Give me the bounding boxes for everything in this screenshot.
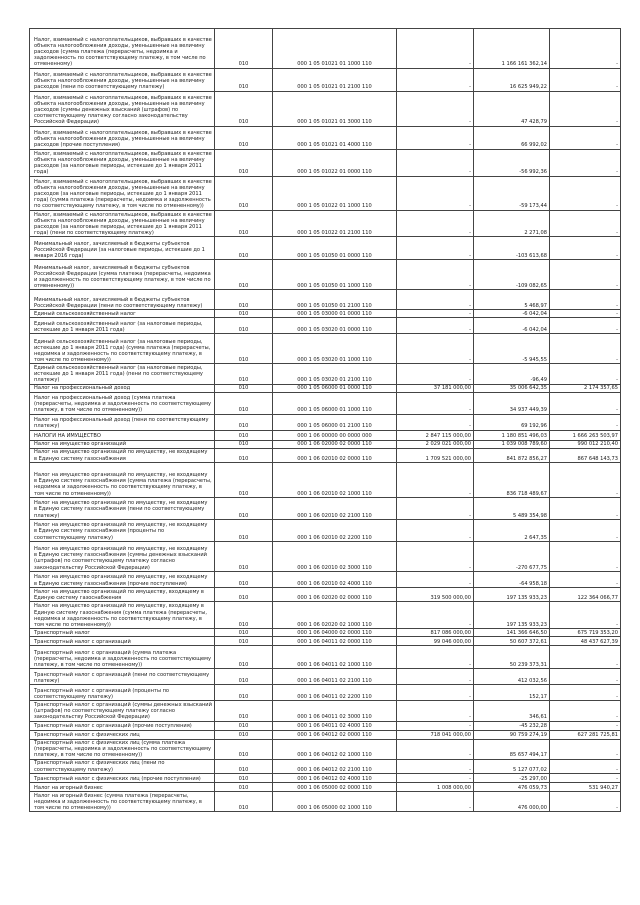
approved-amount: - <box>397 646 474 669</box>
table-row <box>30 520 621 542</box>
approved-amount: - <box>397 237 474 260</box>
executed-amount: 90 759 274,19 <box>474 730 550 739</box>
remaining-amount: 627 281 725,81 <box>550 730 621 739</box>
budget-classification-code: 000 1 06 04011 02 3000 110 <box>273 701 397 721</box>
line-code: 010 <box>215 364 273 384</box>
line-code: 010 <box>215 730 273 739</box>
indicator-name: Налог на профессиональный доход (пени по соответствующему платежу) <box>30 414 215 430</box>
line-code: 010 <box>215 414 273 430</box>
approved-amount: - <box>397 414 474 430</box>
table-row <box>30 629 621 637</box>
executed-amount: -25 297,00 <box>474 774 550 783</box>
table-row <box>30 260 621 290</box>
remaining-amount: - <box>550 364 621 384</box>
table-row <box>30 721 621 730</box>
approved-amount: - <box>397 669 474 685</box>
line-code: 010 <box>215 69 273 92</box>
budget-classification-code: 000 1 06 02010 02 1000 110 <box>273 463 397 498</box>
indicator-name: Транспортный налог с физических лиц (пени по соответствующему платежу) <box>30 759 215 773</box>
executed-amount: -59 173,44 <box>474 177 550 211</box>
executed-amount: 412 032,56 <box>474 669 550 685</box>
remaining-amount: 1 666 263 503,97 <box>550 430 621 440</box>
indicator-name: Налог на профессиональный доход <box>30 384 215 392</box>
budget-classification-code: 000 1 05 01022 01 1000 110 <box>273 177 397 211</box>
approved-amount: - <box>397 260 474 290</box>
table-row <box>30 92 621 127</box>
remaining-amount: - <box>550 69 621 92</box>
executed-amount: 85 657 494,17 <box>474 739 550 759</box>
approved-amount: - <box>397 69 474 92</box>
table-row <box>30 669 621 685</box>
approved-amount: - <box>397 29 474 69</box>
indicator-name: Налог на имущество организаций по имуществу, не входящему в Единую систему газоснабжения (сумма платежа (перерасчеты, недоимка и задолженность по соответствующему платежу, в том числе по отмененному)) <box>30 463 215 498</box>
approved-amount: - <box>397 602 474 629</box>
remaining-amount: - <box>550 498 621 520</box>
table-row <box>30 69 621 92</box>
budget-classification-code: 000 1 05 03020 01 0000 110 <box>273 318 397 334</box>
remaining-amount: - <box>550 334 621 364</box>
budget-classification-code: 000 1 06 02010 02 2200 110 <box>273 520 397 542</box>
line-code: 010 <box>215 701 273 721</box>
executed-amount: -96,49 <box>474 364 550 384</box>
line-code: 010 <box>215 721 273 730</box>
budget-classification-code: 000 1 06 04012 02 2100 110 <box>273 759 397 773</box>
indicator-name: Единый сельскохозяйственный налог <box>30 310 215 318</box>
table-row <box>30 685 621 701</box>
line-code: 010 <box>215 629 273 637</box>
executed-amount: 69 192,96 <box>474 414 550 430</box>
table-row <box>30 211 621 237</box>
executed-amount: -6 042,04 <box>474 318 550 334</box>
indicator-name: Налог, взимаемый с налогоплательщиков, выбравших в качестве объекта налогообложения доходы, уменьшенные на величину расходов (за налоговые периоды, истекшие до 1 января 2011 года) <box>30 150 215 177</box>
indicator-name: Налог, взимаемый с налогоплательщиков, выбравших в качестве объекта налогообложения доходы, уменьшенные на величину расходов (сумма платежа (перерасчеты, недоимка и задолженность по соответствующему платежу, в том числе по отмененному) <box>30 29 215 69</box>
approved-amount: - <box>397 701 474 721</box>
executed-amount: 141 366 646,50 <box>474 629 550 637</box>
line-code: 010 <box>215 463 273 498</box>
line-code: 010 <box>215 774 273 783</box>
budget-classification-code: 000 1 05 03000 01 0000 110 <box>273 310 397 318</box>
remaining-amount: - <box>550 759 621 773</box>
approved-amount: - <box>397 150 474 177</box>
approved-amount: - <box>397 721 474 730</box>
executed-amount: -64 958,18 <box>474 572 550 588</box>
budget-classification-code: 000 1 05 01050 01 0000 110 <box>273 237 397 260</box>
indicator-name: Минимальный налог, зачисляемый в бюджеты субъектов Российской Федерации (сумма платежа (перерасчеты, недоимка и задолженность по соответствующему платежу, в том числе по отмененному)) <box>30 260 215 290</box>
approved-amount: - <box>397 392 474 414</box>
approved-amount: - <box>397 572 474 588</box>
budget-classification-code: 000 1 06 02020 02 0000 110 <box>273 588 397 602</box>
approved-amount: - <box>397 318 474 334</box>
table-row <box>30 637 621 646</box>
executed-amount: 476 000,00 <box>474 792 550 812</box>
line-code: 010 <box>215 29 273 69</box>
executed-amount: 1 039 008 789,60 <box>474 440 550 448</box>
approved-amount: - <box>397 334 474 364</box>
table-row <box>30 463 621 498</box>
executed-amount: 5 127 077,02 <box>474 759 550 773</box>
remaining-amount: - <box>550 669 621 685</box>
budget-classification-code: 000 1 05 03020 01 2100 110 <box>273 364 397 384</box>
approved-amount: 1 008 000,00 <box>397 783 474 792</box>
approved-amount: - <box>397 127 474 150</box>
budget-classification-code: 000 1 06 02010 02 0000 110 <box>273 448 397 462</box>
budget-classification-code: 000 1 05 01050 01 1000 110 <box>273 260 397 290</box>
line-code: 010 <box>215 430 273 440</box>
line-code: 010 <box>215 440 273 448</box>
table-row <box>30 290 621 310</box>
indicator-name: Налог, взимаемый с налогоплательщиков, выбравших в качестве объекта налогообложения доходы, уменьшенные на величину расходов (за налоговые периоды, истекшие до 1 января 2011 года) (сумма платежа (перерасчеты, недоимка и задолженность по соответствующему платежу, в том числе по отмененному)) <box>30 177 215 211</box>
indicator-name: Транспортный налог с организаций <box>30 637 215 646</box>
indicator-name: Налог на имущество организаций по имуществу, входящему в Единую систему газоснабжения (сумма платежа (перерасчеты, недоимка и задолженность по соответствующему платежу, в том числе по отмененному)) <box>30 602 215 629</box>
remaining-amount: - <box>550 721 621 730</box>
remaining-amount: 990 012 210,40 <box>550 440 621 448</box>
remaining-amount: - <box>550 177 621 211</box>
indicator-name: Налог, взимаемый с налогоплательщиков, выбравших в качестве объекта налогообложения доходы, уменьшенные на величину расходов (пени по соответствующему платежу) <box>30 69 215 92</box>
line-code: 010 <box>215 92 273 127</box>
executed-amount: 5 489 354,98 <box>474 498 550 520</box>
indicator-name: Транспортный налог <box>30 629 215 637</box>
remaining-amount: 2 174 357,65 <box>550 384 621 392</box>
executed-amount: 1 180 851 496,03 <box>474 430 550 440</box>
executed-amount: 346,61 <box>474 701 550 721</box>
indicator-name: Единый сельскохозяйственный налог (за налоговые периоды, истекшие до 1 января 2011 года) (пени по соответствующему платежу) <box>30 364 215 384</box>
remaining-amount: - <box>550 150 621 177</box>
line-code: 010 <box>215 260 273 290</box>
line-code: 010 <box>215 237 273 260</box>
budget-classification-code: 000 1 06 04011 02 4000 110 <box>273 721 397 730</box>
line-code: 010 <box>215 542 273 572</box>
budget-classification-code: 000 1 06 04012 02 1000 110 <box>273 739 397 759</box>
remaining-amount: - <box>550 739 621 759</box>
remaining-amount: - <box>550 392 621 414</box>
approved-amount: 1 709 521 000,00 <box>397 448 474 462</box>
line-code: 010 <box>215 588 273 602</box>
table-row <box>30 739 621 759</box>
table-row <box>30 392 621 414</box>
budget-classification-code: 000 1 06 02010 02 2100 110 <box>273 498 397 520</box>
budget-classification-code: 000 1 05 01021 01 3000 110 <box>273 92 397 127</box>
budget-classification-code: 000 1 06 05000 02 1000 110 <box>273 792 397 812</box>
indicator-name: Минимальный налог, зачисляемый в бюджеты субъектов Российской Федерации (за налоговые периоды, истекшие до 1 января 2016 года) <box>30 237 215 260</box>
executed-amount: 197 135 933,23 <box>474 588 550 602</box>
remaining-amount: - <box>550 602 621 629</box>
budget-classification-code: 000 1 06 04012 02 4000 110 <box>273 774 397 783</box>
approved-amount: - <box>397 739 474 759</box>
table-row <box>30 572 621 588</box>
budget-classification-code: 000 1 06 02010 02 3000 110 <box>273 542 397 572</box>
indicator-name: Транспортный налог с физических лиц (прочие поступления) <box>30 774 215 783</box>
approved-amount: - <box>397 792 474 812</box>
indicator-name: Налог на имущество организаций по имуществу, входящему в Единую систему газоснабжения <box>30 588 215 602</box>
executed-amount: 50 607 372,61 <box>474 637 550 646</box>
remaining-amount: 531 940,27 <box>550 783 621 792</box>
approved-amount: 817 086 000,00 <box>397 629 474 637</box>
budget-classification-code: 000 1 05 03020 01 1000 110 <box>273 334 397 364</box>
budget-classification-code: 000 1 05 06000 01 0000 110 <box>273 384 397 392</box>
budget-classification-code: 000 1 05 01022 01 2100 110 <box>273 211 397 237</box>
executed-amount: -109 082,65 <box>474 260 550 290</box>
executed-amount: 152,17 <box>474 685 550 701</box>
remaining-amount: - <box>550 260 621 290</box>
table-row <box>30 701 621 721</box>
remaining-amount: - <box>550 310 621 318</box>
executed-amount: 836 718 489,67 <box>474 463 550 498</box>
budget-classification-code: 000 1 06 02020 02 1000 110 <box>273 602 397 629</box>
line-code: 010 <box>215 783 273 792</box>
table-row <box>30 237 621 260</box>
executed-amount: -56 992,36 <box>474 150 550 177</box>
table-row <box>30 792 621 812</box>
approved-amount: - <box>397 759 474 773</box>
budget-classification-code: 000 1 06 04011 02 1000 110 <box>273 646 397 669</box>
approved-amount: 319 500 000,00 <box>397 588 474 602</box>
executed-amount: -103 613,68 <box>474 237 550 260</box>
executed-amount: 66 992,02 <box>474 127 550 150</box>
approved-amount: 99 046 000,00 <box>397 637 474 646</box>
line-code: 010 <box>215 448 273 462</box>
remaining-amount: 48 437 627,39 <box>550 637 621 646</box>
line-code: 010 <box>215 685 273 701</box>
approved-amount: - <box>397 498 474 520</box>
indicator-name: Транспортный налог с физических лиц (сумма платежа (перерасчеты, недоимка и задолженность по соответствующему платежу, в том числе по отмененному)) <box>30 739 215 759</box>
line-code: 010 <box>215 572 273 588</box>
line-code: 010 <box>215 127 273 150</box>
remaining-amount: - <box>550 572 621 588</box>
remaining-amount: - <box>550 290 621 310</box>
remaining-amount: - <box>550 318 621 334</box>
approved-amount: 718 041 000,00 <box>397 730 474 739</box>
executed-amount: 16 625 949,22 <box>474 69 550 92</box>
indicator-name: Налог на игорный бизнес <box>30 783 215 792</box>
executed-amount: 476 059,73 <box>474 783 550 792</box>
revenue-execution-table <box>29 28 621 812</box>
remaining-amount: 867 648 143,73 <box>550 448 621 462</box>
remaining-amount: - <box>550 127 621 150</box>
line-code: 010 <box>215 290 273 310</box>
table-row <box>30 364 621 384</box>
budget-classification-code: 000 1 05 01021 01 1000 110 <box>273 29 397 69</box>
indicator-name: Единый сельскохозяйственный налог (за налоговые периоды, истекшие до 1 января 2011 года) (сумма платежа (перерасчеты, недоимка и задолженность по соответствующему платежу, в том числе по отмененному)) <box>30 334 215 364</box>
indicator-name: Транспортный налог с физических лиц <box>30 730 215 739</box>
indicator-name: Налог на имущество организаций по имуществу, не входящему в Единую систему газоснабжения <box>30 448 215 462</box>
remaining-amount: - <box>550 211 621 237</box>
indicator-name: Налог на игорный бизнес (сумма платежа (перерасчеты, недоимка и задолженность по соответствующему платежу, в том числе по отмененному)) <box>30 792 215 812</box>
budget-classification-code: 000 1 06 02010 02 4000 110 <box>273 572 397 588</box>
line-code: 010 <box>215 211 273 237</box>
indicator-name: Единый сельскохозяйственный налог (за налоговые периоды, истекшие до 1 января 2011 года) <box>30 318 215 334</box>
executed-amount: 2 271,08 <box>474 211 550 237</box>
table-row <box>30 448 621 462</box>
line-code: 010 <box>215 637 273 646</box>
line-code: 010 <box>215 498 273 520</box>
table-row <box>30 384 621 392</box>
remaining-amount: - <box>550 542 621 572</box>
table-row <box>30 150 621 177</box>
budget-classification-code: 000 1 05 01022 01 0000 110 <box>273 150 397 177</box>
approved-amount: - <box>397 774 474 783</box>
line-code: 010 <box>215 177 273 211</box>
table-row <box>30 774 621 783</box>
budget-classification-code: 000 1 06 05000 02 0000 110 <box>273 783 397 792</box>
table-row <box>30 430 621 440</box>
remaining-amount: - <box>550 463 621 498</box>
line-code: 010 <box>215 384 273 392</box>
budget-classification-code: 000 1 05 06000 01 1000 110 <box>273 392 397 414</box>
line-code: 010 <box>215 792 273 812</box>
indicator-name: Налог на имущество организаций <box>30 440 215 448</box>
remaining-amount: 675 719 353,20 <box>550 629 621 637</box>
remaining-amount: - <box>550 685 621 701</box>
executed-amount: -5 945,55 <box>474 334 550 364</box>
table-row <box>30 646 621 669</box>
approved-amount: - <box>397 211 474 237</box>
table-row <box>30 783 621 792</box>
line-code: 010 <box>215 150 273 177</box>
indicator-name: Транспортный налог с организаций (проценты по соответствующему платежу) <box>30 685 215 701</box>
executed-amount: 50 239 373,31 <box>474 646 550 669</box>
budget-classification-code: 000 1 05 01021 01 4000 110 <box>273 127 397 150</box>
table-row <box>30 318 621 334</box>
line-code: 010 <box>215 334 273 364</box>
executed-amount: -270 677,75 <box>474 542 550 572</box>
indicator-name: Транспортный налог с организаций (пени по соответствующему платежу) <box>30 669 215 685</box>
table-row <box>30 334 621 364</box>
line-code: 010 <box>215 392 273 414</box>
executed-amount: 5 468,97 <box>474 290 550 310</box>
table-row <box>30 440 621 448</box>
approved-amount: 2 029 021 000,00 <box>397 440 474 448</box>
line-code: 010 <box>215 646 273 669</box>
table-row <box>30 588 621 602</box>
executed-amount: 34 937 449,39 <box>474 392 550 414</box>
budget-classification-code: 000 1 06 04011 02 2100 110 <box>273 669 397 685</box>
approved-amount: - <box>397 463 474 498</box>
line-code: 010 <box>215 318 273 334</box>
indicator-name: Налог на имущество организаций по имуществу, не входящему в Единую систему газоснабжения (проценты по соответствующему платежу) <box>30 520 215 542</box>
budget-classification-code: 000 1 06 00000 00 0000 000 <box>273 430 397 440</box>
indicator-name: НАЛОГИ НА ИМУЩЕСТВО <box>30 430 215 440</box>
approved-amount: - <box>397 542 474 572</box>
budget-classification-code: 000 1 05 01021 01 2100 110 <box>273 69 397 92</box>
table-row <box>30 127 621 150</box>
budget-classification-code: 000 1 05 01050 01 2100 110 <box>273 290 397 310</box>
table-row <box>30 498 621 520</box>
table-row <box>30 730 621 739</box>
indicator-name: Налог на профессиональный доход (сумма платежа (перерасчеты, недоимка и задолженность по соответствующему платежу, в том числе по отмененному)) <box>30 392 215 414</box>
budget-classification-code: 000 1 05 06000 01 2100 110 <box>273 414 397 430</box>
indicator-name: Транспортный налог с организаций (суммы денежных взысканий (штрафов) по соответствующему платежу согласно законодательству Российской Федерации) <box>30 701 215 721</box>
indicator-name: Налог на имущество организаций по имуществу, не входящему в Единую систему газоснабжения (суммы денежных взысканий (штрафов) по соответствующему платежу согласно законодательству Российской Федерации) <box>30 542 215 572</box>
remaining-amount: - <box>550 92 621 127</box>
executed-amount: -6 042,04 <box>474 310 550 318</box>
budget-classification-code: 000 1 06 02000 02 0000 110 <box>273 440 397 448</box>
executed-amount: 35 006 642,35 <box>474 384 550 392</box>
indicator-name: Налог, взимаемый с налогоплательщиков, выбравших в качестве объекта налогообложения доходы, уменьшенные на величину расходов (прочие поступления) <box>30 127 215 150</box>
indicator-name: Налог, взимаемый с налогоплательщиков, выбравших в качестве объекта налогообложения доходы, уменьшенные на величину расходов (за налоговые периоды, истекшие до 1 января 2011 года) (пени по соответствующему платежу) <box>30 211 215 237</box>
executed-amount: 1 166 161 362,14 <box>474 29 550 69</box>
table-row <box>30 177 621 211</box>
approved-amount: - <box>397 520 474 542</box>
budget-classification-code: 000 1 06 04011 02 2200 110 <box>273 685 397 701</box>
line-code: 010 <box>215 739 273 759</box>
remaining-amount: - <box>550 237 621 260</box>
budget-classification-code: 000 1 06 04000 02 0000 110 <box>273 629 397 637</box>
remaining-amount: - <box>550 520 621 542</box>
remaining-amount: - <box>550 701 621 721</box>
executed-amount: 197 135 933,23 <box>474 602 550 629</box>
remaining-amount: - <box>550 774 621 783</box>
approved-amount: - <box>397 364 474 384</box>
table-row <box>30 602 621 629</box>
approved-amount: - <box>397 177 474 211</box>
approved-amount: - <box>397 92 474 127</box>
table-row <box>30 29 621 69</box>
approved-amount: 2 847 115 000,00 <box>397 430 474 440</box>
line-code: 010 <box>215 669 273 685</box>
line-code: 010 <box>215 310 273 318</box>
remaining-amount: 122 364 066,77 <box>550 588 621 602</box>
executed-amount: -45 232,28 <box>474 721 550 730</box>
indicator-name: Налог на имущество организаций по имуществу, не входящему в Единую систему газоснабжения (пени по соответствующему платежу) <box>30 498 215 520</box>
budget-classification-code: 000 1 06 04011 02 0000 110 <box>273 637 397 646</box>
indicator-name: Налог, взимаемый с налогоплательщиков, выбравших в качестве объекта налогообложения доходы, уменьшенные на величину расходов (суммы денежных взысканий (штрафов) по соответствующему платежу согласно законодательству Российской Федерации) <box>30 92 215 127</box>
indicator-name: Транспортный налог с организаций (сумма платежа (перерасчеты, недоимка и задолженность по соответствующему платежу, в том числе по отмененному)) <box>30 646 215 669</box>
table-row <box>30 759 621 773</box>
line-code: 010 <box>215 520 273 542</box>
table-row <box>30 310 621 318</box>
executed-amount: 2 647,35 <box>474 520 550 542</box>
indicator-name: Минимальный налог, зачисляемый в бюджеты субъектов Российской Федерации (пени по соответствующему платежу) <box>30 290 215 310</box>
budget-classification-code: 000 1 06 04012 02 0000 110 <box>273 730 397 739</box>
line-code: 010 <box>215 602 273 629</box>
table-body <box>30 29 621 812</box>
approved-amount: 37 181 000,00 <box>397 384 474 392</box>
approved-amount: - <box>397 310 474 318</box>
executed-amount: 47 428,79 <box>474 92 550 127</box>
approved-amount: - <box>397 290 474 310</box>
remaining-amount: - <box>550 646 621 669</box>
remaining-amount: - <box>550 414 621 430</box>
remaining-amount: - <box>550 29 621 69</box>
executed-amount: 841 872 856,27 <box>474 448 550 462</box>
table-row <box>30 414 621 430</box>
table-row <box>30 542 621 572</box>
line-code: 010 <box>215 759 273 773</box>
indicator-name: Налог на имущество организаций по имуществу, не входящему в Единую систему газоснабжения (прочие поступления) <box>30 572 215 588</box>
approved-amount: - <box>397 685 474 701</box>
remaining-amount: - <box>550 792 621 812</box>
indicator-name: Транспортный налог с организаций (прочие поступления) <box>30 721 215 730</box>
